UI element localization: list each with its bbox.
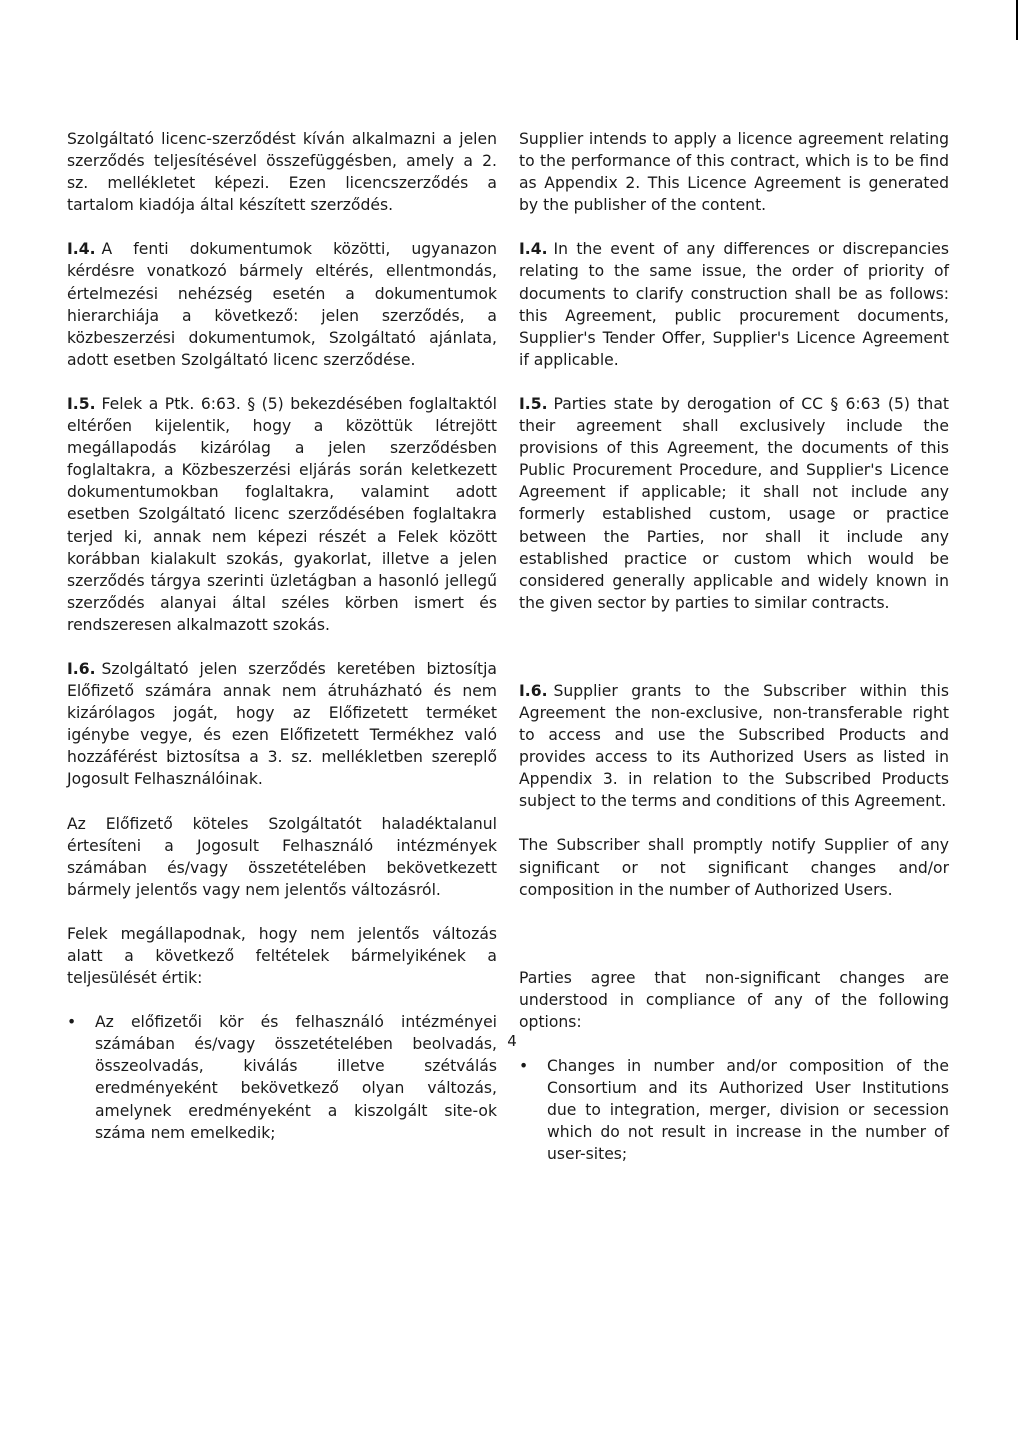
english-column [519,128,949,1165]
bullet-icon: • [519,1057,529,1075]
section-i5 [519,393,949,614]
paragraph-intro: Supplier intends to apply a licence agreement relating to the performance of this contract, which is to be find as Appendix 2. This Licence Agreement is generated by the publisher of the content. [519,130,949,215]
section-number: I.4. [519,240,548,259]
section-text: In the event of any differences or discrepancies relating to the same issue, the order of priority of documents to clarify construction shall be as follows: this Agreement, public procurement documents, Supplier's Tender Offer, Supplier's Licence Agreement if applicable. [519,240,949,369]
section-text: Supplier grants to the Subscriber within this Agreement the non-exclusive, non-transferable right to access and use the Subscribed Products and provides access to its Authorized Users as listed in Appendix 3. in relation to the Subscribed Products subject to the terms and conditions of this Agreement. [519,681,949,811]
section-number: I.4. [67,240,96,259]
hungarian-column [67,128,497,1144]
paragraph-notify: Az Előfizető köteles Szolgáltatót haladéktalanul értesíteni a Jogosult Felhasználó intézmények számában és/vagy összetételében bekövetkezett bármely jelentős vagy nem jelentős változásról. [67,814,497,899]
section-i4 [519,238,949,371]
section-i5 [67,393,497,636]
bullet-text: Az előfizetői kör és felhasználó intézményei számában és/vagy összetételében beolvadás, összeolvadás, kiválás illetve szétválás eredményeként bekövetkező olyan változás, amelynek eredményeként a kiszolgált site-ok száma nem emelkedik; [95,1013,497,1142]
bullet-item [519,1055,949,1165]
section-number: I.6. [519,681,548,700]
section-number: I.6. [67,659,96,678]
section-number: I.5. [67,394,96,413]
section-i6 [67,658,497,791]
bullet-text: Changes in number and/or composition of the Consortium and its Authorized User Institutions due to integration, merger, division or secession which do not result in increase in the number of user-sites; [547,1057,949,1164]
section-text: Felek a Ptk. 6:63. § (5) bekezdésében foglaltaktól eltérően kijelentik, hogy a közöttük létrejött megállapodás kizárólag a jelen szerződésben foglaltakra, a Közbeszerzési eljárás során keletkezett dokumentumokban foglaltakra, valamint adott esetben Szolgáltató licenc szerződésében foglaltakra terjed ki, annak nem képezi részét a Felek között korábban kialakult szokás, gyakorlat, illetve a jelen szerződés tárgya szerinti üzletágban a hasonló jellegű szerződés alanyai által széles körben ismert és rendszeresen alkalmazott szokás. [67,394,497,634]
paragraph-agree: Parties agree that non-significant changes are understood in compliance of any of the following options: [519,968,949,1031]
paragraph-agree: Felek megállapodnak, hogy nem jelentős változás alatt a következő feltételek bármelyikének a teljesülését értik: [67,924,497,988]
paragraph-notify: The Subscriber shall promptly notify Supplier of any significant or not significant changes and/or composition in the number of Authorized Users. [519,836,949,899]
section-number: I.5. [519,394,548,413]
section-i4 [67,238,497,371]
section-text: Parties state by derogation of CC § 6:63 (5) that their agreement shall exclusively include the provisions of this Agreement, the documents of this Public Procurement Procedure, and Supplier's Licence Agreement if applicable; it shall not include any formerly established custom, usage or practice between the Parties, nor shall it include any established practice or custom which would be considered generally applicable and widely known in the given sector by parties to similar contracts. [519,394,949,612]
section-i6 [519,680,949,813]
page-number: 4 [507,1032,517,1050]
bullet-icon: • [67,1013,77,1032]
page-edge-mark [1016,0,1018,40]
section-text: Szolgáltató jelen szerződés keretében biztosítja Előfizető számára annak nem átruházható és nem kizárólagos jogát, hogy az Előfizetett terméket igénybe vegye, és ezen Előfizetett Termékhez való hozzáférést biztosítsa a 3. sz. mellékletben szereplő Jogosult Felhasználóinak. [67,659,497,789]
section-text: A fenti dokumentumok közötti, ugyanazon kérdésre vonatkozó bármely eltérés, ellentmondás, értelmezési nehézség esetén a dokumentumok hierarchiája a következő: jelen szerződés, a közbeszerzési dokumentumok, Szolgáltató ajánlata, adott esetben Szolgáltató licenc szerződése. [67,240,497,369]
paragraph-intro: Szolgáltató licenc-szerződést kíván alkalmazni a jelen szerződés teljesítésével összefüggésben, amely a 2. sz. mellékletet képezi. Ezen licencszerződés a tartalom kiadója által készített szerződés. [67,130,497,215]
